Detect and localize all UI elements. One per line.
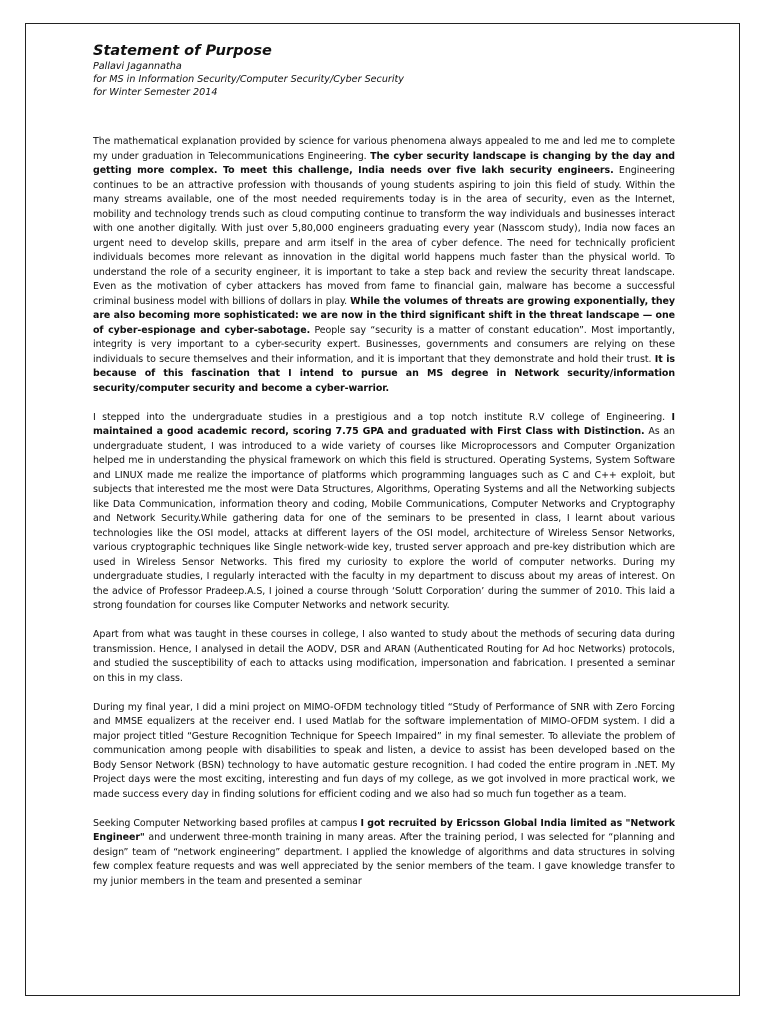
bold-text: It is because of this fascination that I intend to pursue an MS degree in Network security/information security/computer security and become a cyber-warrior. [93, 353, 675, 394]
bold-text: I got recruited by Ericsson Global India limited as "Network Engineer" [93, 817, 676, 843]
paragraph-4 [93, 701, 675, 803]
bold-text: The cyber security landscape is changing by the day and getting more complex. To meet this challenge, India needs over five lakh security engineers. [93, 150, 675, 176]
body-text: and underwent three-month training in many areas. After the training period, I was selected for “planning and design” team of “network engineering” department. I applied the knowledge of algorithms and data structures in solving few complex feature requests and was well appreciated by the senior members of the team. I gave knowledge transfer to my junior members in the team and presented a seminar [93, 832, 675, 887]
program-line: for MS in Information Security/Computer Security/Cyber Security [93, 74, 404, 86]
author-name: Pallavi Jagannatha [93, 61, 182, 72]
document-body [93, 135, 675, 904]
bold-text: While the volumes of threats are growing exponentially, they are also becoming more sophisticated: we are now in the third significant shift in the threat landscape — one of cyber-espionage and cyber-sabotage. [93, 295, 675, 336]
document-header [93, 42, 693, 100]
body-text: Apart from what was taught in these courses in college, I also wanted to study about the methods of securing data during transmission. Hence, I analysed in detail the AODV, DSR and ARAN (Authenticated Routing for Ad hoc Networks) protocols, and studied the susceptibility of each to attacks using modification, impersonation and fabrication. I presented a seminar on this in my class. [93, 629, 675, 684]
body-text: Engineering continues to be an attractive profession with thousands of young students aspiring to join this field of study. Within the many streams available, one of the most needed requirements today is in the area of security, even as the Internet, mobility and technology trends such as cloud computing continue to transform the way individuals and businesses interact with one another digitally. With just over 5,80,000 engineers graduating every year (Nasscom study), India now faces an urgent need to develop skills, prepare and arm itself in the area of cyber defence. The need for technically proficient individuals becomes more relevant as innovation in the digital world happens much faster than the physical world. To understand the role of a security engineer, it is important to take a step back and review the security threat landscape. Even as the motivation of cyber attackers has moved from fame to financial gain, malware has become a successful criminal business model with billions of dollars in play. [93, 165, 675, 307]
body-text: The mathematical explanation provided by science for various phenomena always appealed to me and led me to complete my under graduation in Telecommunications Engineering. [93, 136, 675, 162]
semester-line: for Winter Semester 2014 [93, 87, 218, 99]
body-text: Seeking Computer Networking based profiles at campus [93, 817, 361, 829]
paragraph-2 [93, 411, 675, 614]
body-text: People say “security is a matter of constant education”. Most importantly, integrity is very important to a cyber-security expert. Businesses, governments and consumers are relying on these individuals to secure themselves and their information, and it is important that they demonstrate and hold their trust. [93, 324, 675, 365]
paragraph-5 [93, 817, 675, 890]
bold-text: I maintained a good academic record, scoring 7.75 GPA and graduated with First Class with Distinction. [93, 411, 675, 437]
body-text: During my final year, I did a mini project on MIMO-OFDM technology titled “Study of Performance of SNR with Zero Forcing and MMSE equalizers at the receiver end. I used Matlab for the software implementation of MIMO-OFDM system. I did a major project titled “Gesture Recognition Technique for Speech Impaired” in my final semester. To alleviate the problem of communication among people with disabilities to speak and listen, a device to assist has been developed based on the Body Sensor Network (BSN) technology to have automatic gesture recognition. I had coded the entire program in .NET. My Project days were the most exciting, interesting and fun days of my college, as we got involved in more practical work, we made success every day in finding solutions for efficient coding and we also had so much fun together as a team. [93, 701, 675, 800]
paragraph-3 [93, 628, 675, 686]
document-title: Statement of Purpose [93, 43, 272, 59]
paragraph-1 [93, 135, 675, 396]
body-text: As an undergraduate student, I was introduced to a wide variety of courses like Microprocessors and Computer Organization helped me in understanding the physical framework on which this field is structured. Operating Systems, System Software and LINUX made me realize the importance of platforms which programming languages such as C and C++ exploit, but subjects that interested me the most were Data Structures, Algorithms, Operating Systems and all the Networking subjects like Data Communication, information theory and coding, Mobile Communications, Computer Networks and Cryptography and Network Security.While gathering data for one of the seminars to be presented in class, I learnt about various technologies like the OSI model, attacks at different layers of the OSI model, architecture of Wireless Sensor Networks, various cryptographic techniques like Single network-wide key, trusted server approach and pre-key distribution which are used in Wireless Sensor Networks. This fired my curiosity to explore the world of computer networks. During my undergraduate studies, I regularly interacted with the faculty in my department to discuss about my areas of interest. On the advice of Professor Pradeep.A.S, I joined a course through ‘Solutt Corporation’ during the summer of 2010. This laid a strong foundation for courses like Computer Networks and network security. [93, 426, 675, 611]
body-text: I stepped into the undergraduate studies in a prestigious and a top notch institute R.V college of Engineering. [93, 411, 672, 423]
